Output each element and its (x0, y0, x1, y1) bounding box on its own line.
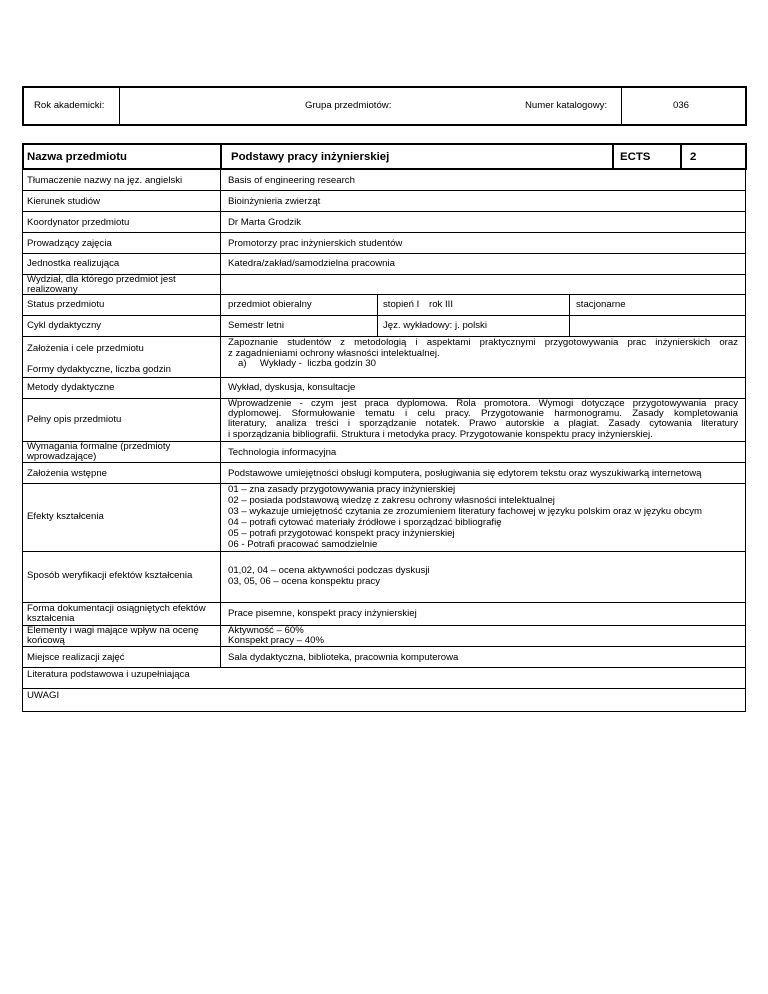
table-bottom-border (22, 711, 746, 712)
metody-label: Metody dydaktyczne (27, 382, 115, 393)
status-divider-2 (569, 294, 570, 336)
top-box-right-border (745, 86, 747, 126)
stopien-value: stopień I (383, 299, 420, 310)
top-box-top-border (22, 86, 747, 88)
jednostka-label: Jednostka realizująca (27, 258, 120, 269)
opis-line3: literatury, analiza treści i sporządzanie notatek. Prawo autorskie a plagiat. Zasady cytowania literatury (228, 418, 738, 429)
efekty-line6: 06 - Potrafi pracować samodzielnie (228, 539, 378, 550)
dokumentacja-label-line1: Forma dokumentacji osiągniętych efektów (27, 603, 206, 614)
row-line (22, 190, 746, 191)
efekty-line4: 04 – potrafi cytować materiały źródłowe i sporządzać bibliografię (228, 517, 502, 528)
zalozenia-wstepne-value: Podstawowe umiejętności obsługi komputera, posługiwania się edytorem tekstu oraz wyszukiwarką internetową (228, 468, 702, 479)
row-line (22, 211, 746, 212)
opis-line4: i sporządzania bibliografii. Struktura i metodyka pracy. Przygotowanie konspektu pracy inżynierskiej. (228, 429, 653, 440)
weryfikacja-line1: 01,02, 04 – ocena aktywności podczas dyskusji (228, 565, 430, 576)
zalozenia-cele-line1: Zapoznanie studentów z metodologią i aspektami praktycznymi przygotowywania prac inżynierskich oraz (228, 337, 738, 348)
koordynator-label: Koordynator przedmiotu (27, 217, 130, 228)
rok-value: rok III (429, 299, 453, 310)
wagi-line1: Aktywność – 60% (228, 625, 304, 636)
row-line (22, 551, 746, 552)
status-value: przedmiot obieralny (228, 299, 312, 310)
status-divider-1 (377, 294, 378, 336)
wydzial-label-line1: Wydział, dla którego przedmiot jest (27, 274, 176, 285)
miejsce-label: Miejsce realizacji zajęć (27, 652, 125, 663)
top-box-divider-2 (621, 86, 622, 126)
wagi-label-line1: Elementy i wagi mające wpływ na ocenę (27, 625, 199, 636)
wagi-label-line2: końcową (27, 635, 65, 646)
row-line (22, 688, 746, 689)
opis-label: Pełny opis przedmiotu (27, 414, 122, 425)
wydzial-label-line2: realizowany (27, 284, 78, 295)
wagi-line2: Konspekt pracy – 40% (228, 635, 324, 646)
prowadzacy-value: Promotorzy prac inżynierskich studentów (228, 238, 403, 249)
efekty-label: Efekty kształcenia (27, 511, 104, 522)
header-divider-ects-value (680, 143, 682, 170)
ects-label: ECTS (620, 151, 651, 163)
miejsce-value: Sala dydaktyczna, biblioteka, pracownia komputerowa (228, 652, 459, 663)
row-line (22, 667, 746, 668)
formy-label: Formy dydaktyczne, liczba godzin (27, 364, 171, 375)
cykl-label: Cykl dydaktyczny (27, 320, 102, 331)
efekty-line3: 03 – wykazuje umiejętność czytania ze zrozumieniem literatury fachowej w języku polskim oraz w języku obcym (228, 506, 703, 517)
grupa-przedmiotow-label: Grupa przedmiotów: (305, 100, 392, 111)
label-column-divider (220, 170, 221, 667)
rok-akademicki-label: Rok akademicki: (34, 100, 105, 111)
tlumaczenie-label: Tłumaczenie nazwy na jęz. angielski (27, 175, 183, 186)
tlumaczenie-value: Basis of engineering research (228, 175, 355, 186)
row-line (22, 232, 746, 233)
wymagania-label-line1: Wymagania formalne (przedmioty (27, 441, 171, 452)
koordynator-value: Dr Marta Grodzik (228, 217, 302, 228)
efekty-line5: 05 – potrafi przygotować konspekt pracy inżynierskiej (228, 528, 455, 539)
zalozenia-wstepne-label: Założenia wstępne (27, 468, 107, 479)
header-divider-ects (612, 143, 614, 170)
uwagi-label: UWAGI (27, 690, 60, 701)
forma-studiow-value: stacjonarne (576, 299, 626, 310)
top-box-bottom-border (22, 124, 747, 126)
kierunek-label: Kierunek studiów (27, 196, 101, 207)
formy-value: a) Wykłady - liczba godzin 30 (238, 358, 377, 369)
nazwa-przedmiotu-label: Nazwa przedmiotu (27, 151, 127, 163)
row-line (22, 315, 746, 316)
opis-line2: dyplomowej. Sformułowanie tematu i celu pracy. Przygotowanie harmonogramu. Zasady kompletowania (228, 408, 738, 419)
row-line (22, 294, 746, 295)
numer-katalogowy-label: Numer katalogowy: (525, 100, 608, 111)
weryfikacja-label: Sposób weryfikacji efektów kształcenia (27, 570, 193, 581)
table-right-border (745, 143, 746, 712)
efekty-line1: 01 – zna zasady przygotowywania pracy inżynierskiej (228, 484, 456, 495)
top-box-divider-1 (119, 86, 120, 126)
prowadzacy-label: Prowadzący zajęcia (27, 238, 112, 249)
numer-katalogowy-value: 036 (673, 100, 690, 111)
top-box-left-border (22, 86, 24, 126)
kierunek-value: Bioinżynieria zwierząt (228, 196, 321, 207)
wymagania-value: Technologia informacyjna (228, 447, 337, 458)
dokumentacja-label-line2: kształcenia (27, 613, 75, 624)
nazwa-przedmiotu-value: Podstawy pracy inżynierskiej (231, 151, 390, 163)
header-divider-label (220, 143, 222, 170)
jednostka-value: Katedra/zakład/samodzielna pracownia (228, 258, 395, 269)
row-line (22, 646, 746, 647)
cykl-value: Semestr letni (228, 320, 284, 331)
ects-value: 2 (690, 151, 697, 163)
row-line (22, 462, 746, 463)
opis-line1: Wprowadzenie - czym jest praca dyplomowa. Rola promotora. Wymogi dotyczące przygotowywania pracy (228, 398, 738, 409)
metody-value: Wykład, dyskusja, konsultacje (228, 382, 356, 393)
weryfikacja-line2: 03, 05, 06 – ocena konspektu pracy (228, 576, 381, 587)
table-left-border (22, 143, 23, 712)
dokumentacja-value: Prace pisemne, konspekt pracy inżynierskiej (228, 608, 417, 619)
wymagania-label-line2: wprowadzające) (27, 451, 97, 462)
zalozenia-cele-line2: z zagadnieniami ochrony własności intelektualnej. (228, 348, 440, 359)
row-line (22, 253, 746, 254)
zalozenia-cele-label: Założenia i cele przedmiotu (27, 343, 144, 354)
jezyk-wykladowy-value: Jęz. wykładowy: j. polski (383, 320, 487, 331)
status-label: Status przedmiotu (27, 299, 105, 310)
efekty-line2: 02 – posiada podstawową wiedzę z zakresu ochrony własności intelektualnej (228, 495, 555, 506)
literatura-label: Literatura podstawowa i uzupełniająca (27, 669, 190, 680)
row-line (22, 377, 746, 378)
